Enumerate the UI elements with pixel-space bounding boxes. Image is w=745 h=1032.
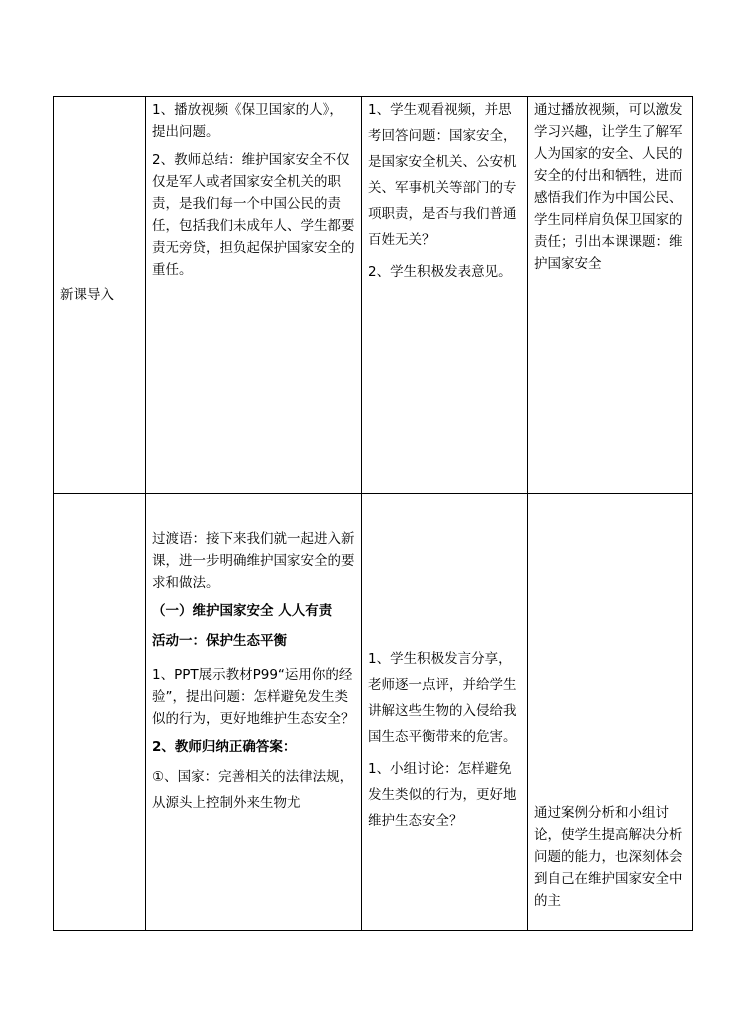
teacher-item-1: 1、PPT展示教材P99“运用你的经验”，提出问题：怎样避免发生类似的行为，更好地维护生态安全？ <box>152 667 355 727</box>
section-heading: （一）维护国家安全 人人有责 <box>152 603 333 619</box>
stage-label-cell <box>54 97 146 494</box>
design-intent-text: 通过播放视频，可以激发学习兴趣，让学生了解军人为国家的安全、人民的安全的付出和牺牲，进而感悟我们作为中国公民、学生同样肩负保卫国家的责任；引出本课课题：维护国家安全 <box>534 102 683 272</box>
teacher-item-3: ①、国家：完善相关的法律法规，从源头上控制外来生物尤 <box>152 769 354 811</box>
student-item-1: 1、学生积极发言分享，老师逐一点评，并给学生讲解这些生物的入侵给我国生态平衡带来的危害。 <box>368 651 517 745</box>
teacher-step-1: 1、播放视频《保卫国家的人》，提出问题。 <box>152 102 343 140</box>
table-row-new-lesson <box>54 494 693 931</box>
design-intent-text: 通过案例分析和小组讨论，使学生提高解决分析问题的能力，也深刻体会到自己在维护国家安全中的主 <box>534 805 683 909</box>
student-item-2: 1、小组讨论：怎样避免发生类似的行为，更好地维护生态安全？ <box>368 761 517 829</box>
teacher-item-2: 2、教师归纳正确答案： <box>152 739 297 755</box>
student-activity-cell <box>362 494 528 931</box>
transition-text: 过渡语：接下来我们就一起进入新课，进一步明确维护国家安全的要求和做法。 <box>152 531 355 591</box>
stage-label-cell-empty <box>54 494 146 931</box>
teacher-activity-cell <box>146 494 362 931</box>
teacher-activity-cell <box>146 97 362 494</box>
design-intent-cell <box>528 97 693 494</box>
stage-label: 新课导入 <box>60 287 114 303</box>
table-row-intro <box>54 97 693 494</box>
activity-heading: 活动一：保护生态平衡 <box>152 633 287 649</box>
student-step-1: 1、学生观看视频，并思考回答问题：国家安全，是国家安全机关、公安机关、军事机关等部门的专项职责，是否与我们普通百姓无关？ <box>368 102 517 248</box>
student-activity-cell <box>362 97 528 494</box>
teacher-step-2: 2、教师总结：维护国家安全不仅仅是军人或者国家安全机关的职责，是我们每一个中国公民的责任，包括我们未成年人、学生都要责无旁贷，担负起保护国家安全的重任。 <box>152 152 355 278</box>
student-step-2: 2、学生积极发表意见。 <box>368 264 512 280</box>
design-intent-cell <box>528 494 693 931</box>
lesson-plan-table <box>53 96 693 931</box>
